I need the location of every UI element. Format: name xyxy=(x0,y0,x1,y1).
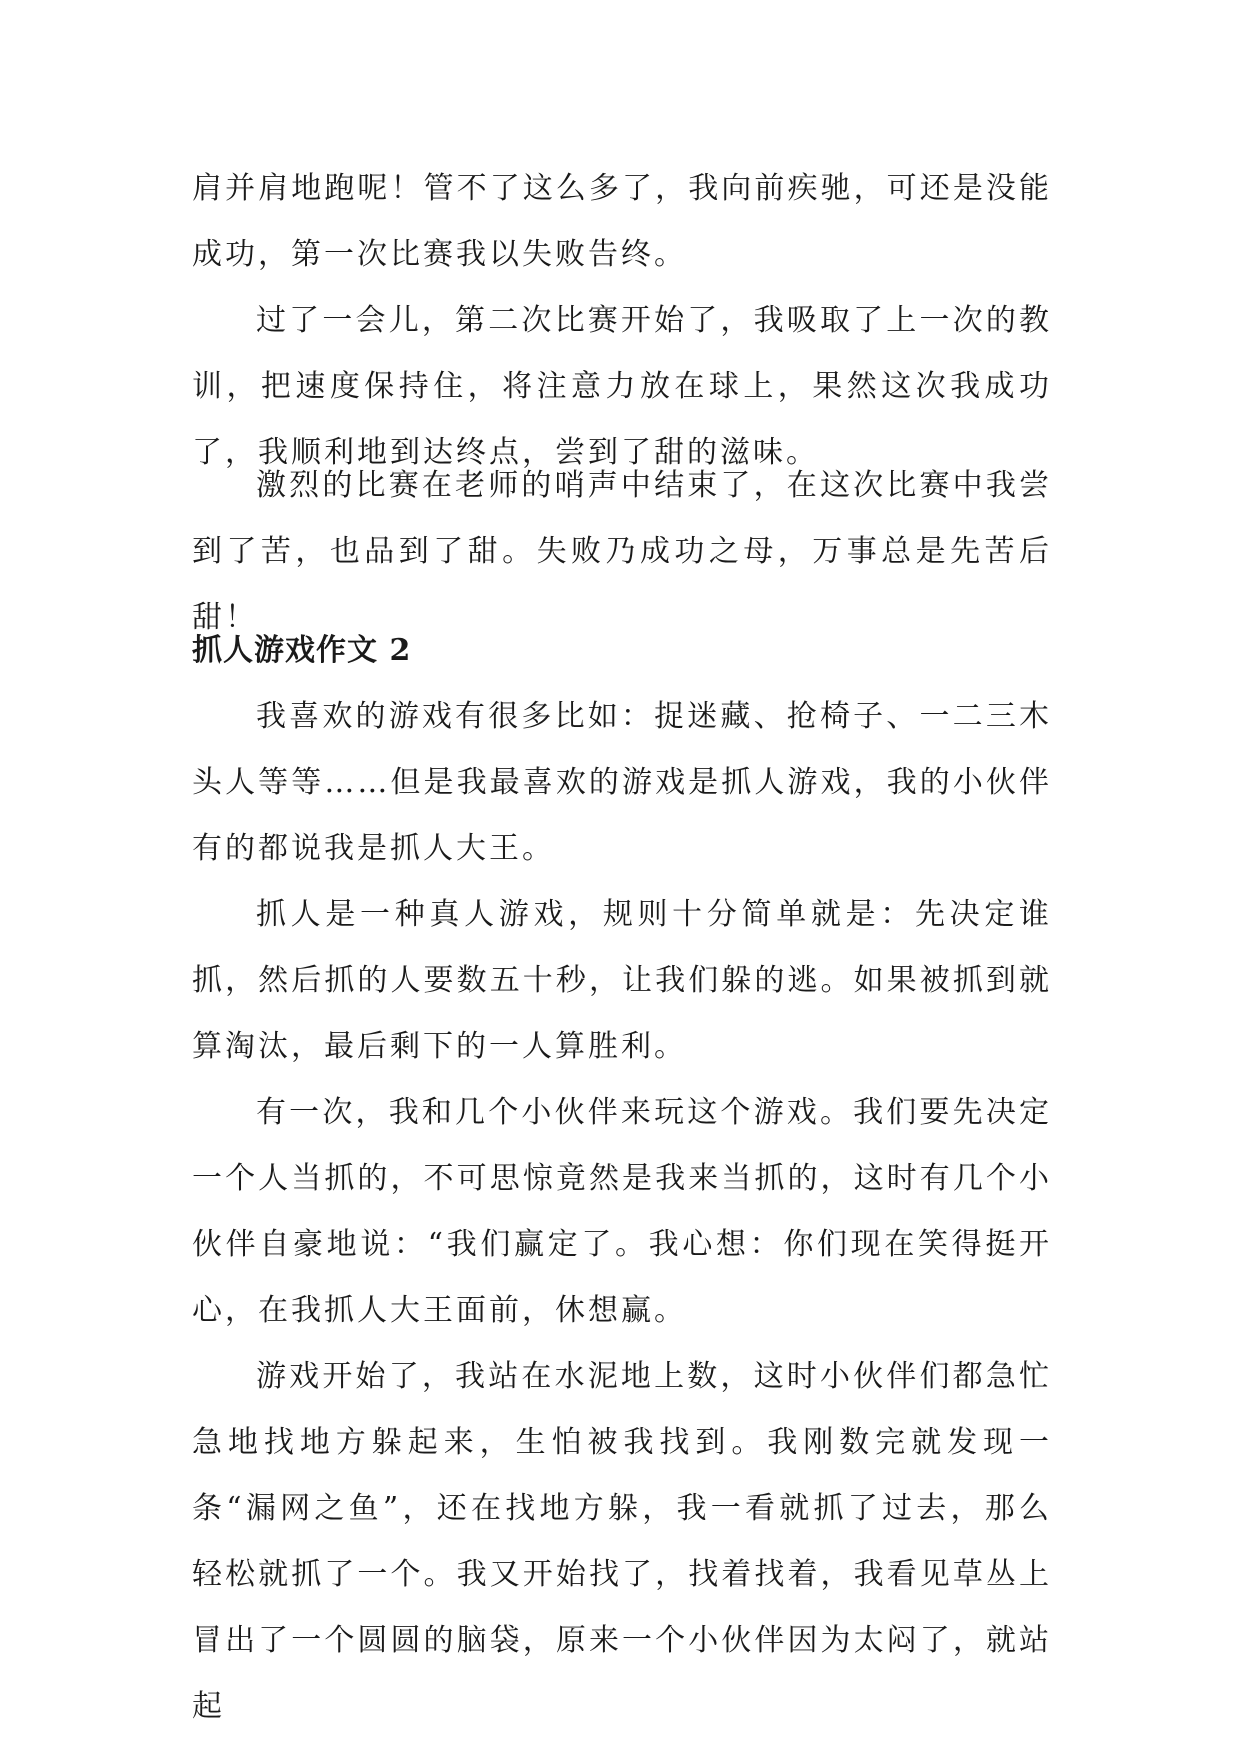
section-title: 抓人游戏作文 2 xyxy=(192,633,412,668)
paragraph-race-conclusion: 激烈的比赛在老师的哨声中结束了，在这次比赛中我尝到了苦，也品到了甜。失败乃成功之母，万事总是先苦后甜！ xyxy=(192,468,1052,635)
paragraph-game-rules: 抓人是一种真人游戏，规则十分简单就是：先决定谁抓，然后抓的人要数五十秒，让我们躲的逃。如果被抓到就算淘汰，最后剩下的一人算胜利。 xyxy=(192,897,1052,1064)
paragraph-favorite-games: 我喜欢的游戏有很多比如：捉迷藏、抢椅子、一二三木头人等等……但是我最喜欢的游戏是抓人游戏，我的小伙伴有的都说我是抓人大王。 xyxy=(192,699,1052,866)
paragraph-race-failure: 肩并肩地跑呢！管不了这么多了，我向前疾驰，可还是没能成功，第一次比赛我以失败告终。 xyxy=(192,171,1052,272)
paragraph-choosing-catcher: 有一次，我和几个小伙伴来玩这个游戏。我们要先决定一个人当抓的，不可思惊竟然是我来当抓的，这时有几个小伙伴自豪地说：“我们赢定了。我心想：你们现在笑得挺开心，在我抓人大王面前，休想赢。 xyxy=(192,1095,1052,1328)
paragraph-second-race: 过了一会儿，第二次比赛开始了，我吸取了上一次的教训，把速度保持住，将注意力放在球上，果然这次我成功了，我顺利地到达终点，尝到了甜的滋味。 xyxy=(192,303,1052,470)
paragraph-game-starts: 游戏开始了，我站在水泥地上数，这时小伙伴们都急忙急地找地方躲起来，生怕被我找到。我刚数完就发现一条“漏网之鱼”，还在找地方躲，我一看就抓了过去，那么轻松就抓了一个。我又开始找了，找着找着，我看见草丛上冒出了一个圆圆的脑袋，原来一个小伙伴因为太闷了，就站起 xyxy=(192,1359,1052,1724)
